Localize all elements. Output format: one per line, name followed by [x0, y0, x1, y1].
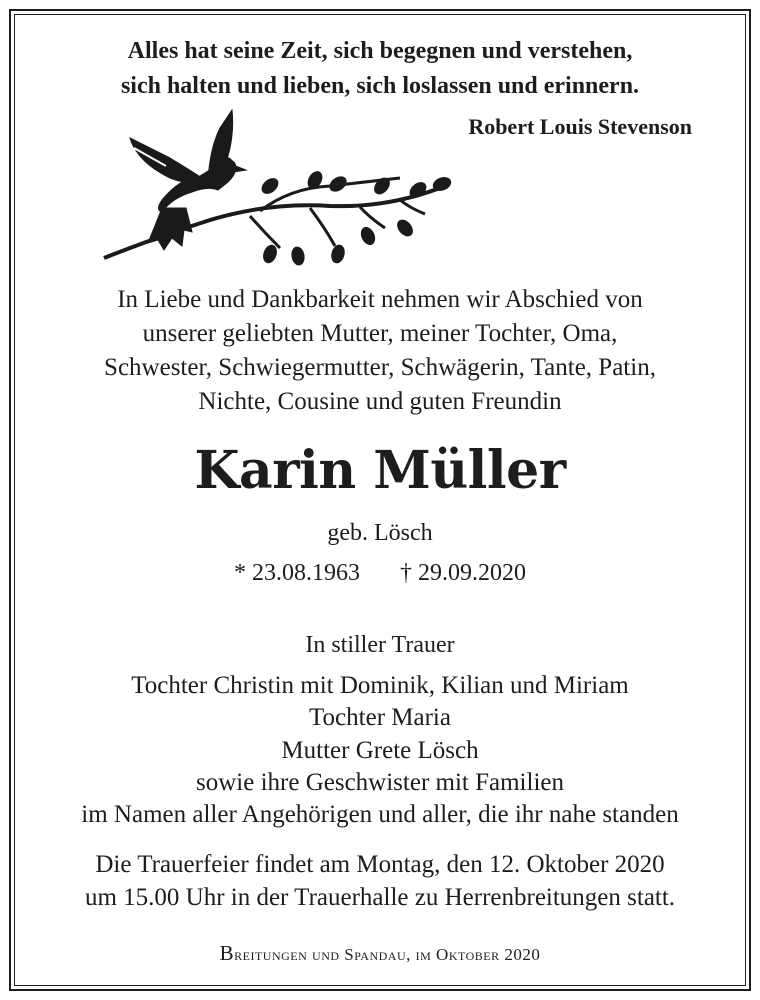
birth-date: * 23.08.1963: [234, 560, 360, 586]
quote-line-1: Alles hat seine Zeit, sich begegnen und verstehen,: [127, 38, 633, 64]
mourner-line-5: im Namen aller Angehörigen und aller, die ihr nahe standen: [81, 801, 679, 828]
intro-line-1: In Liebe und Dankbarkeit nehmen wir Abschied von: [117, 286, 643, 313]
service-line-2: um 15.00 Uhr in der Trauerhalle zu Herrenbreitungen statt.: [84, 884, 676, 911]
mourner-line-3: Mutter Grete Lösch: [281, 737, 479, 764]
death-date: † 29.09.2020: [400, 560, 526, 586]
deceased-name: Karin Müller: [194, 440, 566, 501]
quote-author: Robert Louis Stevenson: [468, 114, 692, 139]
mourner-line-1: Tochter Christin mit Dominik, Kilian und Miriam: [131, 672, 629, 699]
mourner-line-4: sowie ihre Geschwister mit Familien: [196, 769, 564, 796]
intro-line-2: unserer geliebten Mutter, meiner Tochter, Oma,: [142, 320, 618, 347]
life-dates: [0, 560, 760, 587]
intro-line-3: Schwester, Schwiegermutter, Schwägerin, Tante, Patin,: [104, 354, 656, 381]
mourners-heading: In stiller Trauer: [305, 632, 455, 658]
mourner-line-2: Tochter Maria: [309, 704, 451, 731]
birth-name: geb. Lösch: [327, 520, 433, 546]
quote-line-2: sich halten und lieben, sich loslassen und erinnern.: [120, 73, 640, 99]
dove-with-olive-branch-icon: [100, 108, 460, 278]
service-line-1: Die Trauerfeier findet am Montag, den 12. Oktober 2020: [95, 851, 665, 878]
place-and-date: Breitungen und Spandau, im Oktober 2020: [219, 941, 541, 965]
intro-line-4: Nichte, Cousine und guten Freundin: [198, 388, 562, 415]
